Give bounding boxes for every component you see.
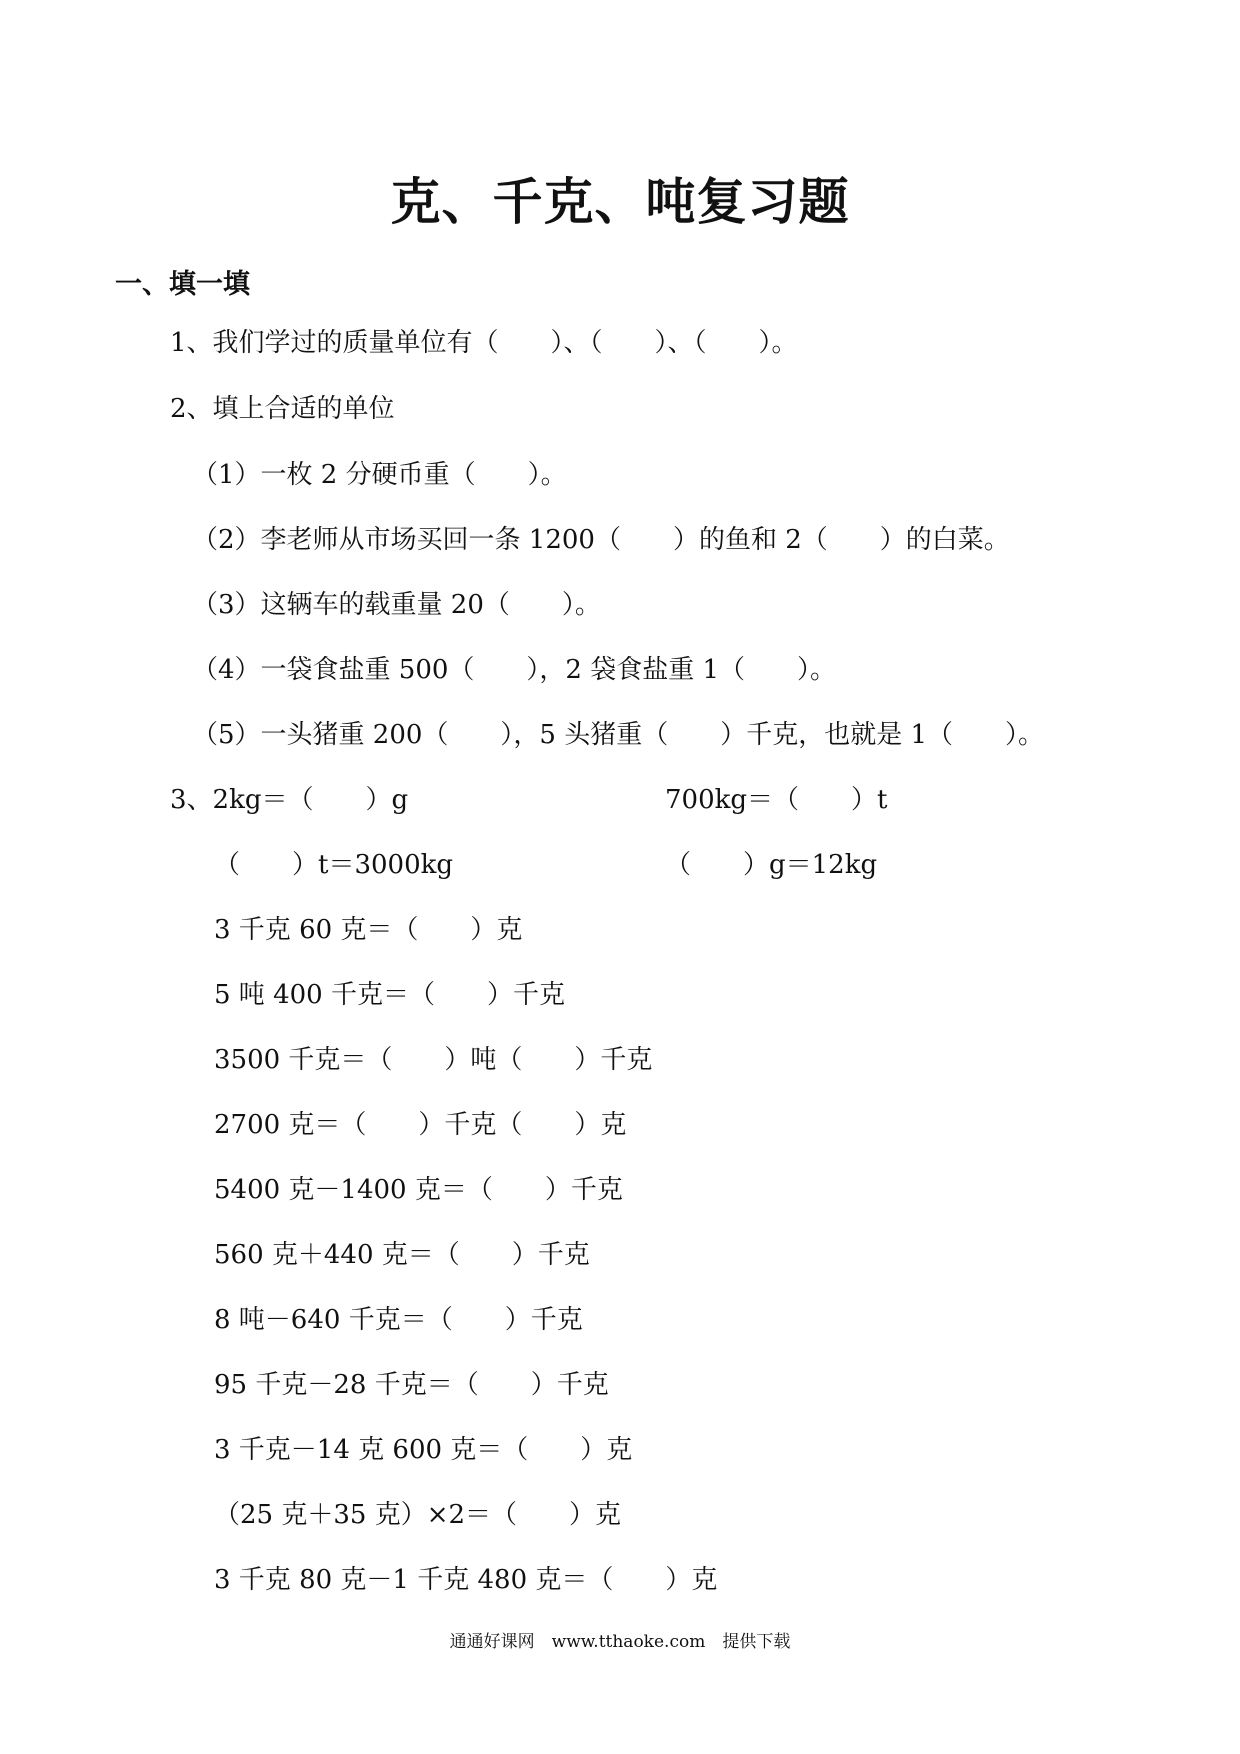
question-3-item: 95 千克－28 千克＝（ ）千克 [214, 1370, 609, 1400]
question-3-item: 560 克＋440 克＝（ ）千克 [214, 1240, 590, 1270]
question-2-item: （1）一枚 2 分硬币重（ ）。 [192, 460, 567, 490]
section-heading-fill-in: 一、填一填 [115, 269, 250, 300]
question-3-row2-left: （ ）t＝3000kg [214, 850, 454, 880]
question-3-row2-right: （ ）g＝12kg [665, 850, 878, 880]
question-3-item: 3 千克 60 克＝（ ）克 [214, 915, 523, 945]
question-2-item: （3）这辆车的载重量 20（ ）。 [192, 590, 601, 620]
question-3-item: （25 克＋35 克）×2＝（ ）克 [214, 1500, 622, 1530]
question-3-row1-left: 3、2kg＝（ ）g [170, 785, 409, 815]
question-2: 2、填上合适的单位 [170, 394, 395, 424]
question-3-item: 3500 千克＝（ ）吨（ ）千克 [214, 1045, 653, 1075]
question-3-item: 3 千克－14 克 600 克＝（ ）克 [214, 1435, 633, 1465]
question-3-item: 2700 克＝（ ）千克（ ）克 [214, 1110, 627, 1140]
question-3-item: 5 吨 400 千克＝（ ）千克 [214, 980, 565, 1010]
question-2-item: （5）一头猪重 200（ ），5 头猪重（ ）千克，也就是 1（ ）。 [192, 720, 1045, 750]
question-3-item: 8 吨－640 千克＝（ ）千克 [214, 1305, 583, 1335]
question-3-item: 5400 克－1400 克＝（ ）千克 [214, 1175, 623, 1205]
footer-credit: 通通好课网 www.tthaoke.com 提供下载 [449, 1632, 791, 1652]
page-title: 克、千克、吨复习题 [390, 172, 850, 231]
question-1: 1、我们学过的质量单位有（ ）、（ ）、（ ）。 [170, 328, 798, 358]
question-3-row1-right: 700kg＝（ ）t [665, 785, 888, 815]
question-2-item: （2）李老师从市场买回一条 1200（ ）的鱼和 2（ ）的白菜。 [192, 525, 1010, 555]
question-3-item: 3 千克 80 克－1 千克 480 克＝（ ）克 [214, 1565, 718, 1595]
question-2-item: （4）一袋食盐重 500（ ），2 袋食盐重 1（ ）。 [192, 655, 837, 685]
